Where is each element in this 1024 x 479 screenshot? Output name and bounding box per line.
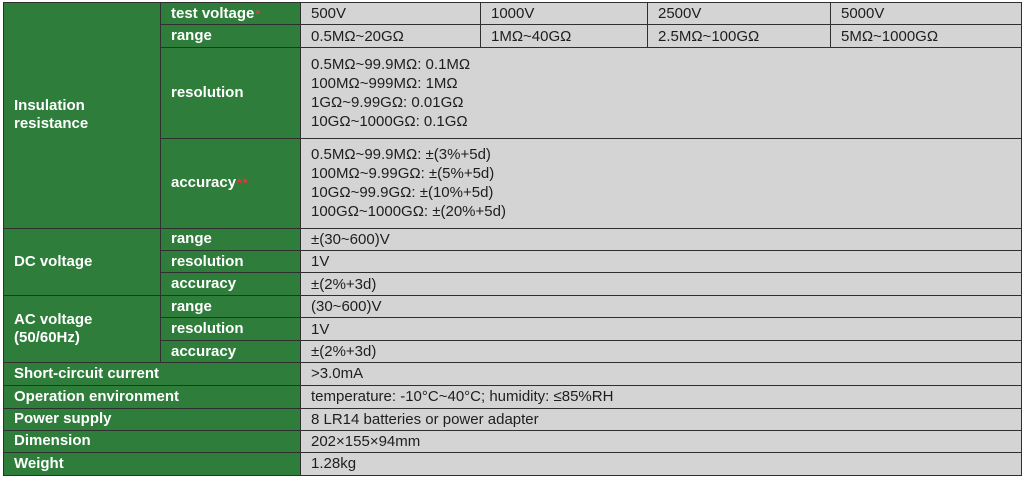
short-circuit-current-row [4,363,1022,385]
ac-voltage-label: AC voltage (50/60Hz) [4,296,161,363]
accuracy-line: 0.5MΩ~99.9MΩ: ±(3%+5d) [311,146,491,164]
resolution-label: resolution [161,318,301,341]
operation-environment-value: temperature: -10°C~40°C; humidity: ≤85%RH [301,385,1022,408]
range-label: range [161,296,301,318]
accuracy-line: 10GΩ~99.9GΩ: ±(10%+5d) [311,184,494,202]
power-supply-value: 8 LR14 batteries or power adapter [301,408,1022,430]
dc-range-row [4,228,1022,250]
range-value: 5MΩ~1000GΩ [831,25,1022,48]
dc-voltage-label: DC voltage [4,228,161,295]
accuracy-line: 100GΩ~1000GΩ: ±(20%+5d) [311,203,506,221]
short-circuit-current-value: >3.0mA [301,363,1022,385]
accuracy-values [301,138,1022,228]
test-voltage-value: 2500V [648,3,831,25]
weight-row [4,452,1022,475]
weight-label: Weight [4,452,301,475]
power-supply-label: Power supply [4,408,301,430]
dc-range-value: ±(30~600)V [301,228,1022,250]
resolution-label: resolution [161,251,301,273]
accuracy-label: accuracy [161,341,301,363]
range-value: 1MΩ~40GΩ [481,25,648,48]
test-voltage-value: 5000V [831,3,1022,25]
dimension-value: 202×155×94mm [301,430,1022,452]
test-voltage-value: 500V [301,3,481,25]
power-supply-row [4,408,1022,430]
specifications-table [3,2,1022,476]
accuracy-label: accuracy** [161,138,301,228]
resolution-line: 0.5MΩ~99.9MΩ: 0.1MΩ [311,55,471,73]
ac-accuracy-value: ±(2%+3d) [301,341,1022,363]
resolution-label: resolution [161,48,301,138]
resolution-values [301,48,1022,138]
resolution-line: 1GΩ~9.99GΩ: 0.01GΩ [311,93,464,111]
insulation-resistance-label: Insulation resistance [4,3,161,229]
dc-accuracy-value: ±(2%+3d) [301,273,1022,296]
resolution-line: 100MΩ~999MΩ: 1MΩ [311,74,458,92]
dimension-label: Dimension [4,430,301,452]
test-voltage-footnote-mark: * [255,6,262,21]
range-value: 0.5MΩ~20GΩ [301,25,481,48]
insulation-test-voltage-row [4,3,1022,25]
short-circuit-current-label: Short-circuit current [4,363,301,385]
test-voltage-label: test voltage* [161,3,301,25]
accuracy-line: 100MΩ~9.99GΩ: ±(5%+5d) [311,165,495,183]
ac-range-value: (30~600)V [301,296,1022,318]
dc-resolution-value: 1V [301,251,1022,273]
test-voltage-value: 1000V [481,3,648,25]
dimension-row [4,430,1022,452]
ac-range-row [4,296,1022,318]
resolution-line: 10GΩ~1000GΩ: 0.1GΩ [311,112,468,130]
ac-resolution-value: 1V [301,318,1022,341]
range-value: 2.5MΩ~100GΩ [648,25,831,48]
range-label: range [161,228,301,250]
weight-value: 1.28kg [301,452,1022,475]
accuracy-label: accuracy [161,273,301,296]
operation-environment-row [4,385,1022,408]
range-label: range [161,25,301,48]
accuracy-footnote-mark: ** [237,176,249,191]
operation-environment-label: Operation environment [4,385,301,408]
